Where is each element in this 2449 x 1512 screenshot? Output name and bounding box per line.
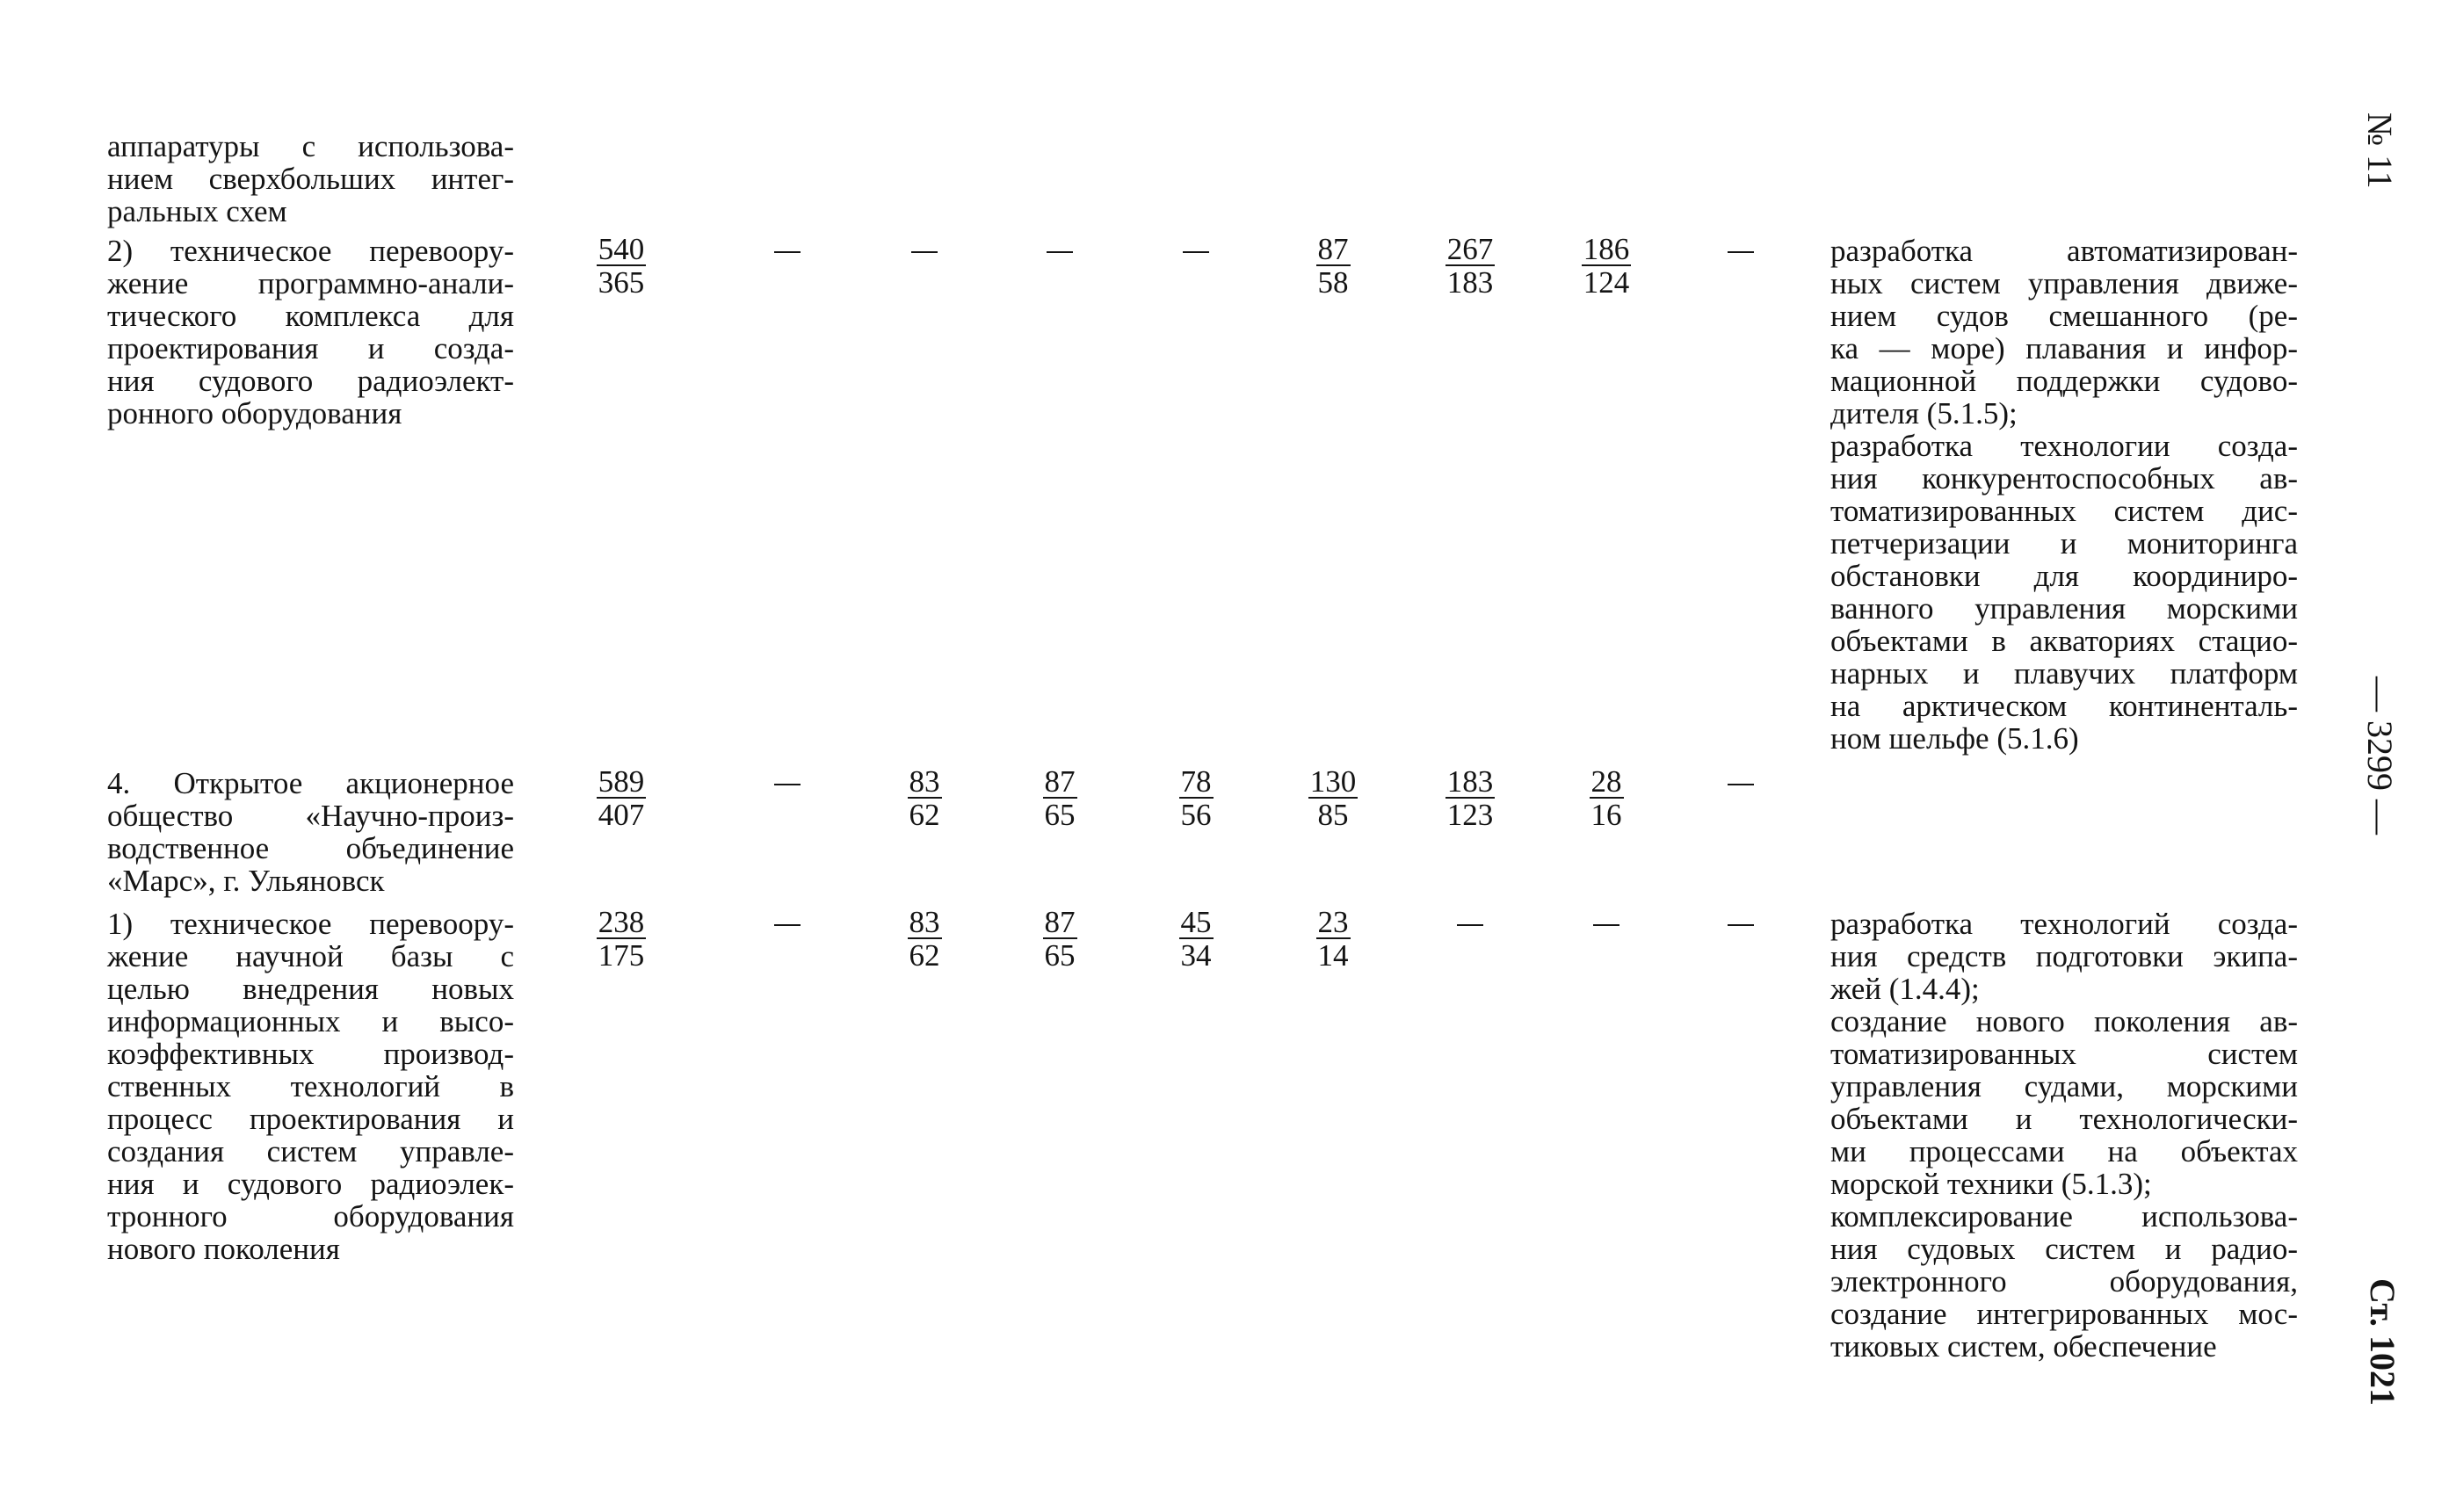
value-col-9 [1692,908,1789,940]
issue-number: № 11 [2360,112,2400,189]
dash-mark [911,251,938,253]
dash-mark [774,784,801,785]
value-col-6: $\frac{87}{58}$ [1317,232,1349,300]
row-description: 4. Открытое акционерное общество «Научно-произ- водственное объединение «Марс», г. Ульяновск [107,766,514,898]
dash-mark [1728,924,1754,926]
dash-mark [1047,251,1073,253]
value-col-4 [1011,235,1108,267]
value-col-8: $\frac{28}{16}$ [1590,764,1622,832]
value-col-7: $\frac{267}{183}$ [1446,232,1494,300]
value-col-2 [739,767,836,799]
value-col-3 [876,235,973,267]
value-total: $\frac{238}{175}$ [598,905,645,973]
value-col-9 [1692,235,1789,267]
row-purpose-text: разработка автоматизирован- ных систем управления движе- нием судов смешанного (ре- ка — море) плавания и инфор- мационной поддержки судово- дителя (5.1.5); разработка технологии созда- ния конкурентоспособных ав- томатизированных систем дис- петчеризации и мониторинга обстановки для координиро- ванного управления морскими объектами в акваториях стацио- нарных и плавучих платформ на арктическом континенталь- ном шельфе (5.1.6) [1830,234,2298,756]
dash-mark [1183,251,1209,253]
value-col-4: $\frac{87}{65}$ [1044,764,1076,832]
dash-mark [774,924,801,926]
value-col-2 [739,235,836,267]
article-number: Ст. 1021 [2363,1278,2402,1406]
value-col-6: $\frac{23}{14}$ [1317,905,1349,973]
row-description: 2) техническое перевоору- жение программно-анали- тического комплекса для проектирования и созда- ния судового радиоэлект- ронного оборудования [107,234,514,430]
dash-mark [1728,251,1754,253]
value-col-3: $\frac{83}{62}$ [909,905,940,973]
dash-mark [1728,784,1754,785]
value-col-3: $\frac{83}{62}$ [909,764,940,832]
dash-mark [1457,924,1483,926]
page-number: — 3299 — [2360,676,2400,835]
value-col-4: $\frac{87}{65}$ [1044,905,1076,973]
value-col-5: $\frac{45}{34}$ [1180,905,1212,973]
value-col-6: $\frac{130}{85}$ [1309,764,1357,832]
value-total: $\frac{540}{365}$ [598,232,645,300]
value-col-9 [1692,767,1789,799]
value-total: $\frac{589}{407}$ [598,764,645,832]
value-col-7 [1422,908,1518,940]
value-col-2 [739,908,836,940]
dash-mark [774,251,801,253]
dash-mark [1593,924,1619,926]
value-col-7: $\frac{183}{123}$ [1446,764,1494,832]
value-col-8: $\frac{186}{124}$ [1583,232,1630,300]
row-description: 1) техническое перевоору- жение научной базы с целью внедрения новых информационных и высо- коэффективных производ- ственных технологий в процесс проектирования и создания систем управле- ния и судового радиоэлек- тронного оборудования нового поколения [107,907,514,1266]
value-col-5: $\frac{78}{56}$ [1180,764,1212,832]
value-col-5 [1148,235,1244,267]
value-col-8 [1558,908,1655,940]
row-description: аппаратуры с использова- нием сверхбольших интег- ральных схем [107,129,514,228]
row-purpose-text: разработка технологий созда- ния средств подготовки экипа- жей (1.4.4); создание нового поколения ав- томатизированных систем управления судами, морскими объектами и технологически- ми процессами на объектах морской техники (5.1.3); комплексирование использова- ния судовых систем и радио- электронного оборудования, создание интегрированных мос- тиковых систем, обеспечение [1830,907,2298,1364]
